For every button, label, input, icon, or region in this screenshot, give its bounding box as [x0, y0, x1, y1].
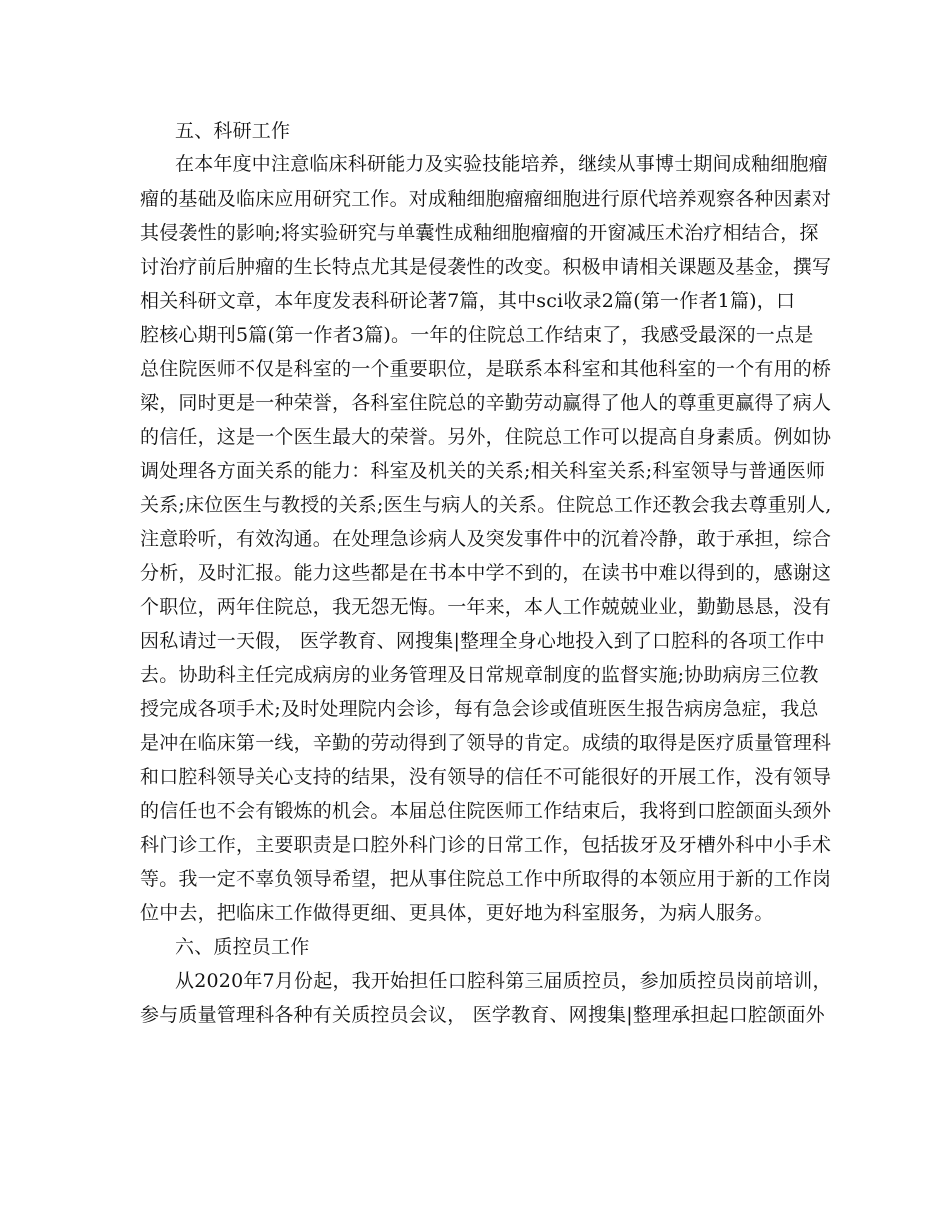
paragraph-line: 在本年度中注意临床科研能力及实验技能培养，继续从事博士期间成釉细胞瘤 [175, 153, 828, 175]
paragraph-line: 调处理各方面关系的能力：科室及机关的关系;相关科室关系;科室领导与普通医师 [140, 460, 826, 482]
paragraph-line: 参与质量管理科各种有关质控员会议， 医学教育、网搜集|整理承担起口腔颌面外 [140, 1004, 825, 1026]
paragraph-line: 和口腔科领导关心支持的结果，没有领导的信任不可能很好的开展工作，没有领导 [140, 766, 832, 788]
paragraph-line: 的信任，这是一个医生最大的荣誉。另外，住院总工作可以提高自身素质。例如协 [140, 426, 832, 448]
paragraph-line: 腔核心期刊5篇(第一作者3篇)。一年的住院总工作结束了，我感受最深的一点是 [140, 324, 814, 346]
paragraph-line: 梁，同时更是一种荣誉，各科室住院总的辛勤劳动赢得了他人的尊重更赢得了病人 [140, 392, 832, 414]
paragraph-line: 分析，及时汇报。能力这些都是在书本中学不到的，在读书中难以得到的，感谢这 [140, 562, 832, 584]
paragraph-line: 授完成各项手术;及时处理院内会诊，每有急会诊或值班医生报告病房急症，我总 [140, 698, 819, 720]
paragraph-line: 个职位，两年住院总，我无怨无悔。一年来，本人工作兢兢业业，勤勤恳恳，没有 [140, 596, 832, 618]
section-heading-research: 五、科研工作 [175, 120, 291, 142]
paragraph-line: 科门诊工作，主要职责是口腔外科门诊的日常工作，包括拔牙及牙槽外科中小手术 [140, 834, 832, 856]
paragraph-line: 位中去，把临床工作做得更细、更具体，更好地为科室服务，为病人服务。 [140, 902, 774, 924]
section-heading-quality-control: 六、质控员工作 [175, 936, 310, 958]
paragraph-line: 其侵袭性的影响;将实验研究与单囊性成釉细胞瘤瘤的开窗减压术治疗相结合，探 [140, 222, 819, 244]
paragraph-line: 是冲在临床第一线，辛勤的劳动得到了领导的肯定。成绩的取得是医疗质量管理科 [140, 732, 832, 754]
paragraph-line: 总住院医师不仅是科室的一个重要职位，是联系本科室和其他科室的一个有用的桥 [140, 358, 832, 380]
paragraph-line: 从2020年7月份起，我开始担任口腔科第三届质控员，参加质控员岗前培训， [175, 970, 832, 992]
paragraph-line: 瘤的基础及临床应用研究工作。对成釉细胞瘤瘤细胞进行原代培养观察各种因素对 [140, 188, 832, 210]
paragraph-line: 关系;床位医生与教授的关系;医生与病人的关系。住院总工作还教会我去尊重别人, [140, 494, 832, 516]
paragraph-line: 相关科研文章，本年度发表科研论著7篇，其中sci收录2篇(第一作者1篇)，口 [140, 290, 796, 312]
paragraph-line: 的信任也不会有锻炼的机会。本届总住院医师工作结束后，我将到口腔颌面头颈外 [140, 800, 832, 822]
paragraph-line: 等。我一定不辜负领导希望，把从事住院总工作中所取得的本领应用于新的工作岗 [140, 868, 832, 890]
paragraph-line: 讨治疗前后肿瘤的生长特点尤其是侵袭性的改变。积极申请相关课题及基金，撰写 [140, 256, 832, 278]
paragraph-line: 注意聆听，有效沟通。在处理急诊病人及突发事件中的沉着冷静，敢于承担，综合 [140, 528, 832, 550]
paragraph-line: 因私请过一天假， 医学教育、网搜集|整理全身心地投入到了口腔科的各项工作中 [140, 630, 825, 652]
paragraph-line: 去。协助科主任完成病房的业务管理及日常规章制度的监督实施;协助病房三位教 [140, 664, 819, 686]
